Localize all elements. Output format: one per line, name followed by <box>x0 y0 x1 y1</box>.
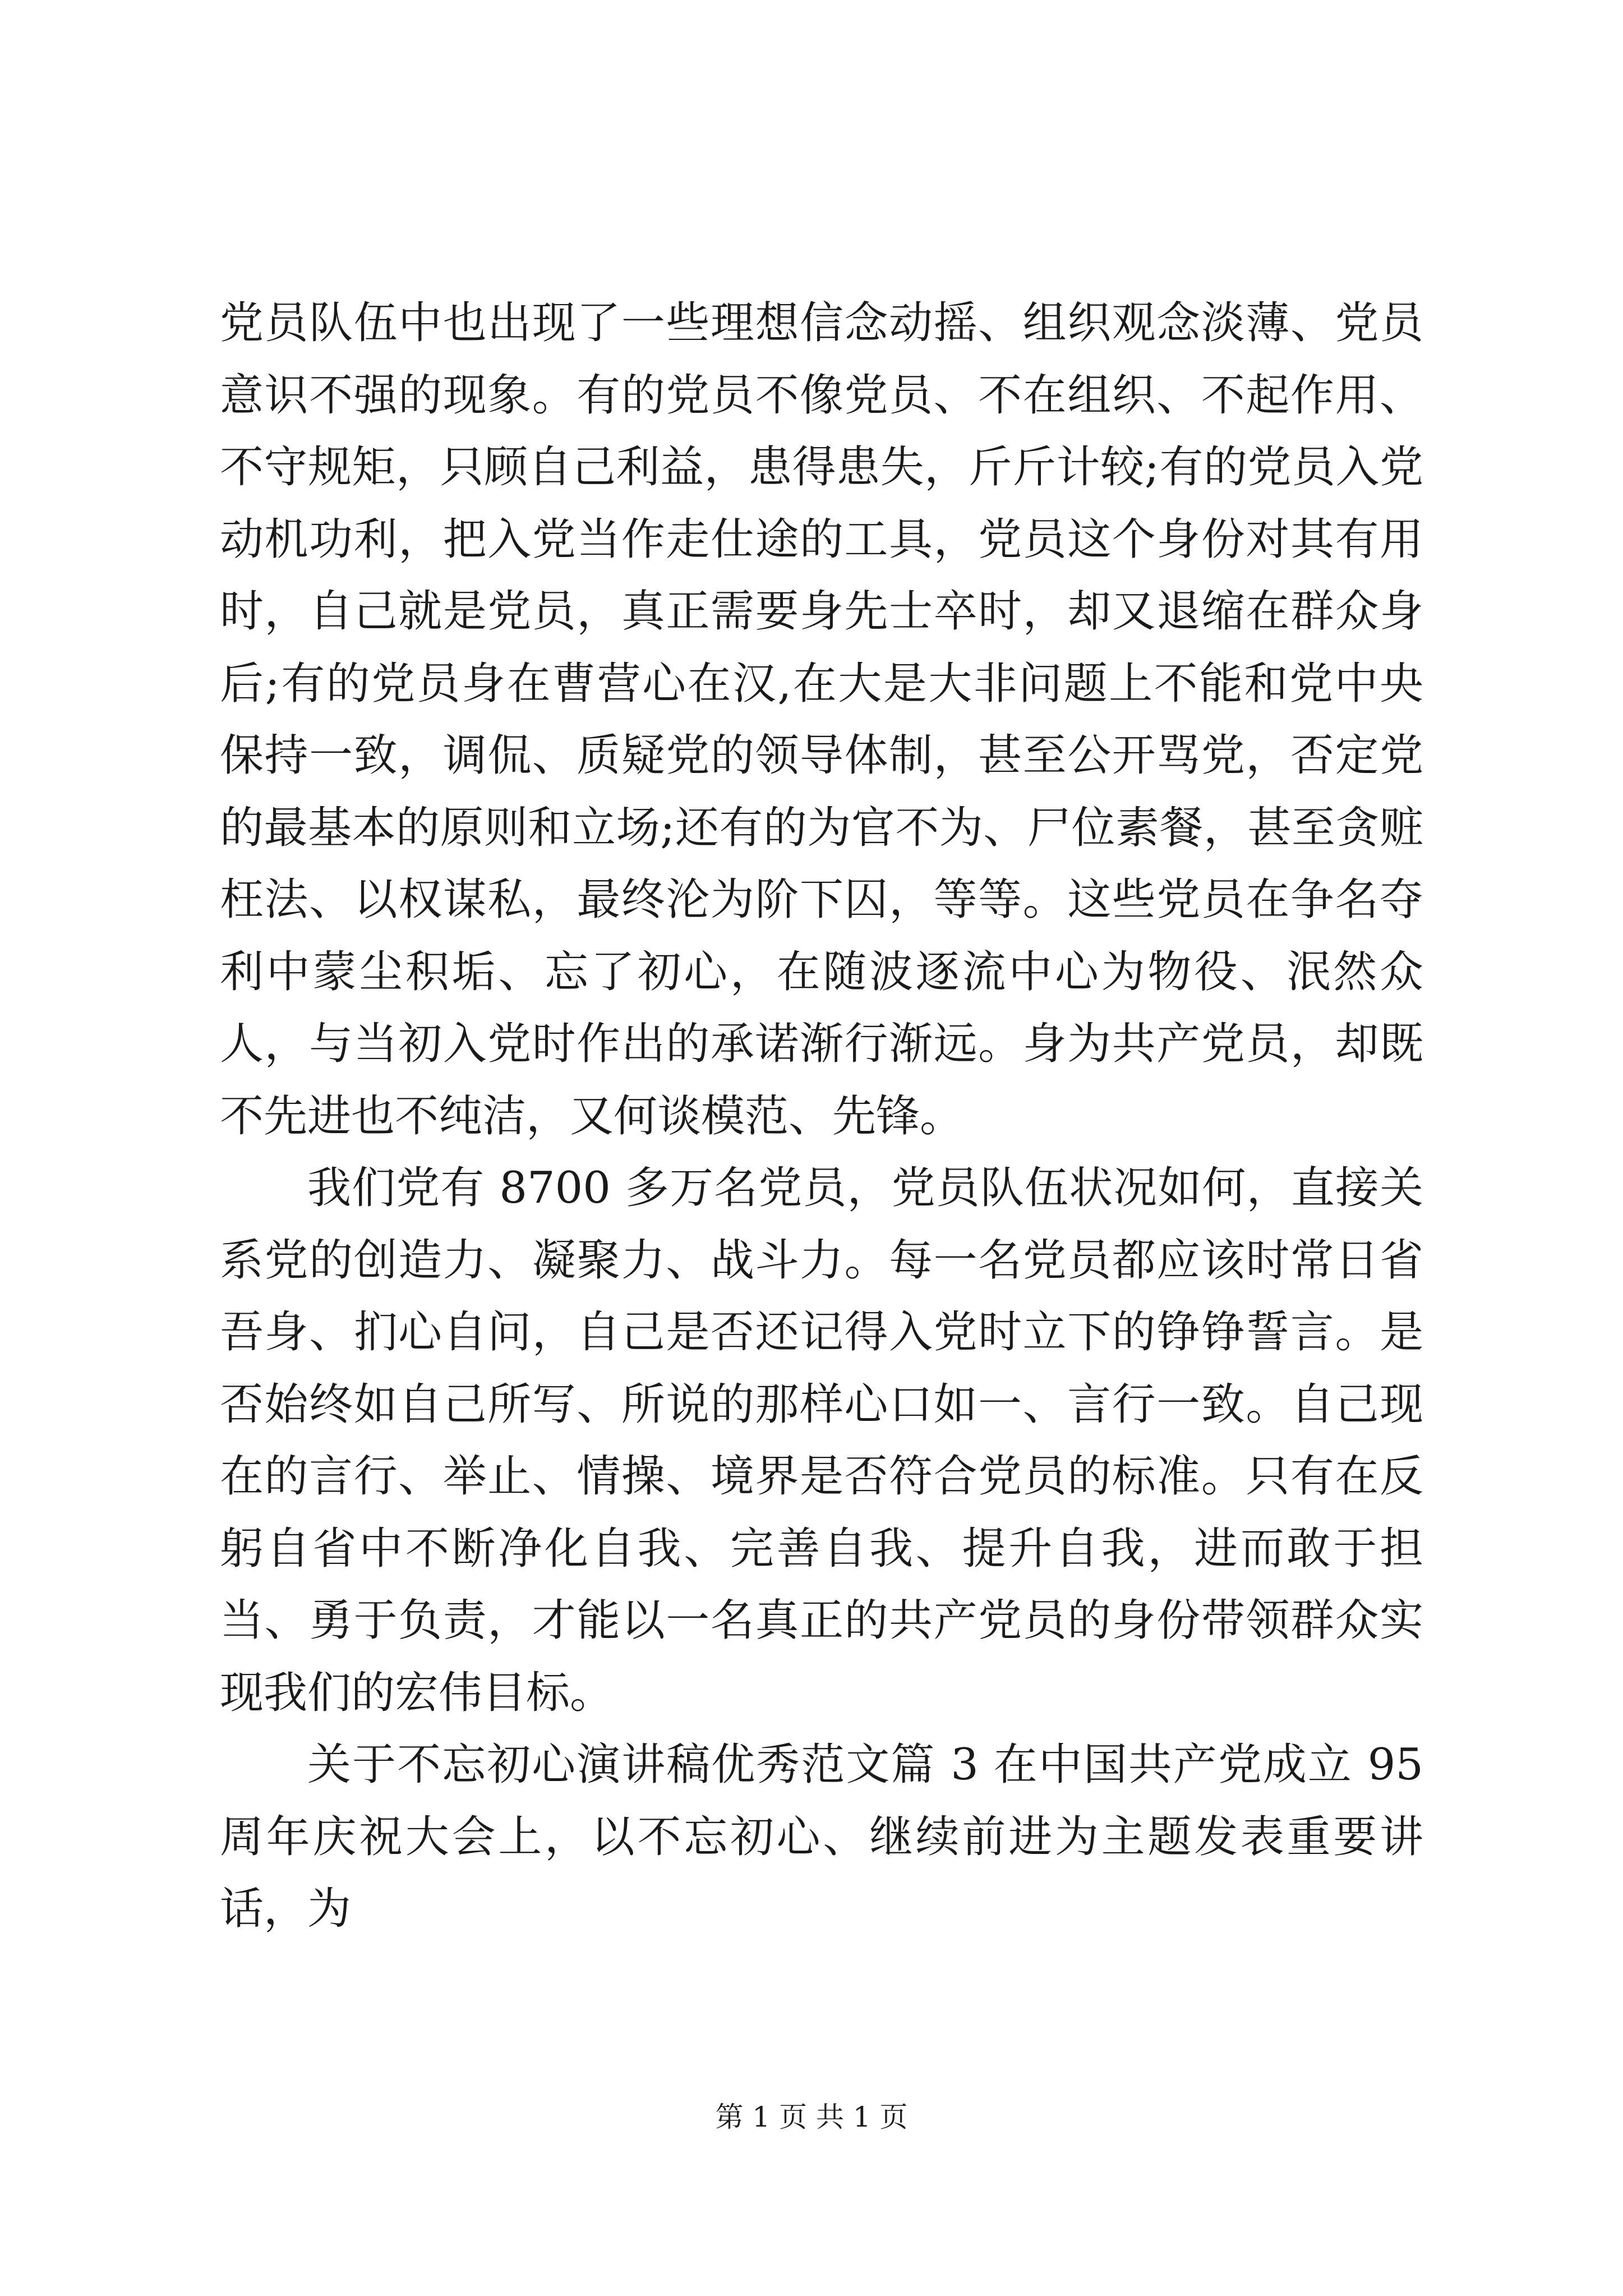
document-body <box>220 287 1423 1945</box>
paragraph-2: 我们党有 8700 多万名党员，党员队伍状况如何，直接关系党的创造力、凝聚力、战斗力。每一名党员都应该时常日省吾身、扪心自问，自己是否还记得入党时立下的铮铮誓言。是否始终如自己所写、所说的那样心口如一、言行一致。自己现在的言行、举止、情操、境界是否符合党员的标准。只有在反躬自省中不断净化自我、完善自我、提升自我，进而敢于担当、勇于负责，才能以一名真正的共产党员的身份带领群众实现我们的宏伟目标。 <box>220 1163 1423 1718</box>
paragraph-1: 党员队伍中也出现了一些理想信念动摇、组织观念淡薄、党员意识不强的现象。有的党员不像党员、不在组织、不起作用、不守规矩，只顾自己利益，患得患失，斤斤计较;有的党员入党动机功利，把入党当作走仕途的工具，党员这个身份对其有用时，自己就是党员，真正需要身先士卒时，却又退缩在群众身后;有的党员身在曹营心在汉,在大是大非问题上不能和党中央保持一致，调侃、质疑党的领导体制，甚至公开骂党，否定党的最基本的原则和立场;还有的为官不为、尸位素餐，甚至贪赃枉法、以权谋私，最终沦为阶下囚，等等。这些党员在争名夺利中蒙尘积垢、忘了初心，在随波逐流中心为物役、泯然众人，与当初入党时作出的承诺渐行渐远。身为共产党员，却既不先进也不纯洁，又何谈模范、先锋。 <box>220 298 1423 1142</box>
page-number-footer: 第 1 页 共 1 页 <box>715 2101 908 2133</box>
paragraph-3: 关于不忘初心演讲稿优秀范文篇 3 在中国共产党成立 95 周年庆祝大会上，以不忘初心、继续前进为主题发表重要讲话，为 <box>220 1740 1423 1934</box>
